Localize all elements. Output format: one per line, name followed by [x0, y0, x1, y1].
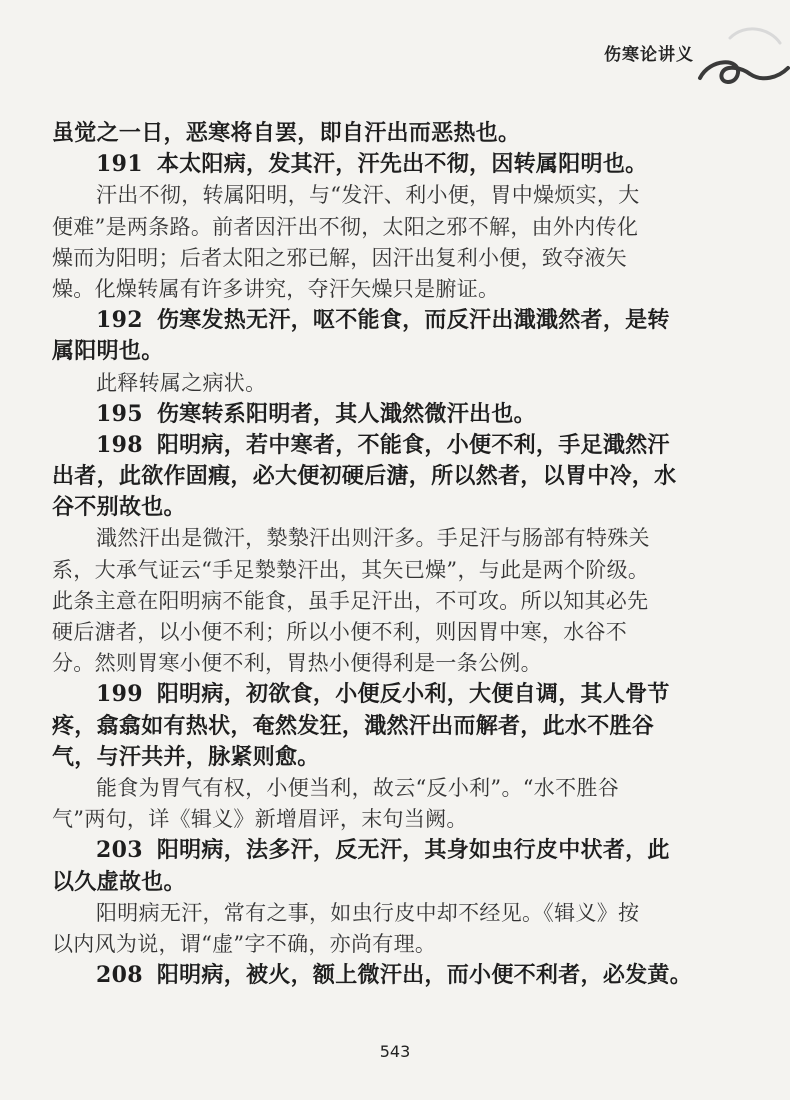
commentary-line: 燥。化燥转属有许多讲究，夺汗矢燥只是腑证。: [52, 276, 500, 301]
clause-text: 疼，翕翕如有热状，奄然发狂，濈然汗出而解者，此水不胜谷: [52, 712, 655, 739]
cloud-swirl-ornament-icon: [690, 18, 790, 98]
clause-line: [52, 867, 752, 898]
clause-text: 阳明病，初欲食，小便反小利，大便自调，其人骨节: [156, 681, 670, 708]
clause-paragraph: [52, 430, 752, 524]
commentary-paragraph: [52, 368, 752, 399]
clause-paragraph: [52, 679, 752, 773]
clause-line: [52, 305, 752, 336]
commentary-paragraph: [52, 773, 752, 835]
page-number: 543: [379, 1042, 411, 1061]
clause-number: 192: [96, 307, 143, 334]
commentary-line: 便难”是两条路。前者因汗出不彻，太阳之邪不解，由外内传化: [52, 214, 639, 239]
clause-number: 199: [96, 681, 143, 708]
clause-text: 阳明病，被火，额上微汗出，而小便不利者，必发黄。: [156, 962, 693, 989]
clause-number: 198: [96, 431, 143, 458]
commentary-paragraph: [52, 180, 752, 305]
clause-paragraph: [52, 305, 752, 367]
commentary-line: 阳明病无汗，常有之事，如虫行皮中却不经见。《辑义》按: [96, 900, 640, 925]
commentary-line: 系，大承气证云“手足漐漐汗出，其矢已燥”，与此是两个阶级。: [52, 557, 650, 582]
clause-line: [52, 960, 752, 991]
commentary-line: 以内风为说，谓“虚”字不确，亦尚有理。: [52, 931, 437, 956]
commentary-paragraph: [52, 898, 752, 960]
clause-text: 伤寒转系阳明者，其人濈然微汗出也。: [156, 400, 536, 427]
clause-line: [52, 149, 752, 180]
clause-text: 气，与汗共并，脉紧则愈。: [52, 743, 320, 770]
clause-line: [52, 399, 752, 430]
clause-text: 属阳明也。: [52, 338, 164, 365]
clause-number: 203: [96, 837, 143, 864]
clause-number: 191: [96, 151, 143, 178]
clause-paragraph: [52, 149, 752, 180]
page-header: [0, 0, 790, 110]
commentary-paragraph: [52, 523, 752, 679]
commentary-line: 分。然则胃寒小便不利，胃热小便得利是一条公例。: [52, 651, 542, 676]
clause-paragraph: [52, 835, 752, 897]
clause-text: 以久虚故也。: [52, 868, 186, 895]
clause-text: 阳明病，法多汗，反无汗，其身如虫行皮中状者，此: [156, 837, 670, 864]
commentary-line: 濈然汗出是微汗，漐漐汗出则汗多。手足汗与肠部有特殊关: [96, 526, 650, 551]
clause-text: 本太阳病，发其汗，汗先出不彻，因转属阳明也。: [156, 151, 648, 178]
clause-text: 伤寒发热无汗，呕不能食，而反汗出濈濈然者，是转: [156, 307, 670, 334]
clause-line: [52, 461, 752, 492]
text-line: 虽觉之一日，恶寒将自罢，即自汗出而恶热也。: [52, 120, 521, 146]
clause-number: 195: [96, 400, 143, 427]
clause-text: 阳明病，若中寒者，不能食，小便不利，手足濈然汗: [156, 431, 670, 458]
clause-line: [52, 835, 752, 866]
clause-number: 208: [96, 962, 143, 989]
clause-paragraph: [52, 960, 752, 991]
commentary-line: 此条主意在阳明病不能食，虽手足汗出，不可攻。所以知其必先: [52, 588, 649, 613]
text-paragraph: [52, 118, 752, 149]
commentary-line: 硬后溏者，以小便不利；所以小便不利，则因胃中寒，水谷不: [52, 620, 628, 644]
commentary-line: 此释转属之病状。: [96, 370, 267, 395]
clause-line: [52, 711, 752, 742]
running-title: 伤寒论讲义: [604, 45, 694, 65]
clause-paragraph: [52, 399, 752, 430]
commentary-line: 气”两句，详《辑义》新增眉评，末句当阙。: [52, 807, 468, 832]
page-body: [52, 118, 752, 991]
clause-line: [52, 679, 752, 710]
commentary-line: 燥而为阳明；后者太阳之邪已解，因汗出复利小便，致夺液矢: [52, 245, 628, 270]
commentary-line: 汗出不彻，转属阳明，与“发汗、利小便，胃中燥烦实，大: [96, 183, 640, 208]
clause-line: [52, 492, 752, 523]
clause-line: [52, 336, 752, 367]
clause-text: 谷不别故也。: [52, 494, 186, 521]
clause-line: [52, 742, 752, 773]
clause-text: 出者，此欲作固瘕，必大便初硬后溏，所以然者，以胃中冷，水: [52, 463, 677, 490]
commentary-line: 能食为胃气有权，小便当利，故云“反小利”。“水不胜谷: [96, 775, 620, 800]
clause-line: [52, 430, 752, 461]
